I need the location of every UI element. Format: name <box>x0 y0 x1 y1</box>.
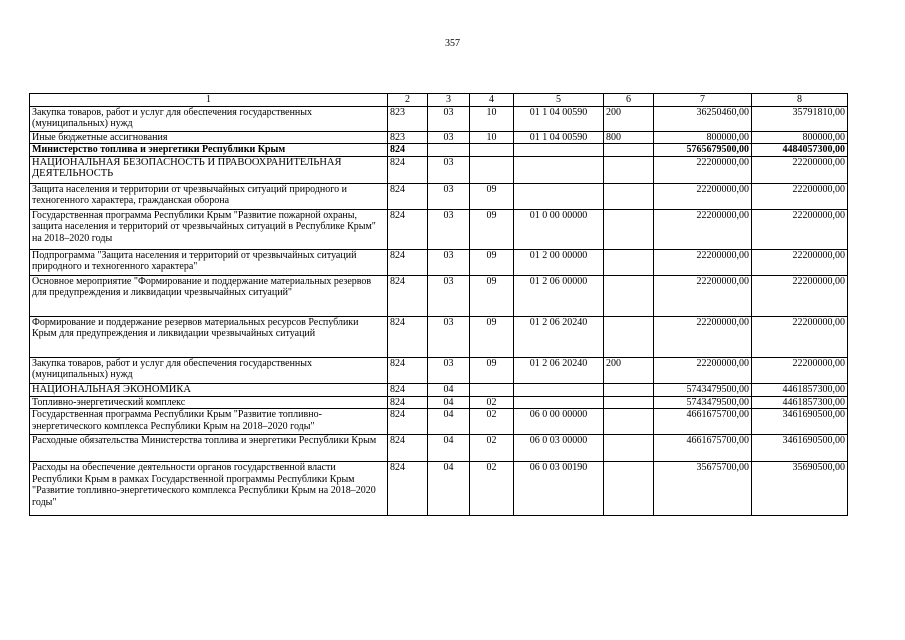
table-row <box>30 383 848 396</box>
cell-ministry-code: 824 <box>388 435 428 462</box>
header-row <box>30 94 848 107</box>
cell-subsection: 10 <box>470 131 514 144</box>
header-cell: 6 <box>604 94 654 107</box>
table-row <box>30 131 848 144</box>
cell-section <box>428 144 470 157</box>
cell-name: Государственная программа Республики Крым "Развитие пожарной охраны, защита населения и территорий от чрезвычайных ситуаций в Республике Крым" на 2018–2020 годы <box>30 209 388 249</box>
cell-section: 03 <box>428 357 470 383</box>
cell-name: НАЦИОНАЛЬНАЯ БЕЗОПАСНОСТЬ И ПРАВООХРАНИТЕЛЬНАЯ ДЕЯТЕЛЬНОСТЬ <box>30 156 388 183</box>
cell-amount-year-1: 22200000,00 <box>654 156 752 183</box>
cell-expense-type <box>604 275 654 316</box>
header-cell: 2 <box>388 94 428 107</box>
cell-amount-year-1: 800000,00 <box>654 131 752 144</box>
cell-name: Закупка товаров, работ и услуг для обеспечения государственных (муниципальных) нужд <box>30 357 388 383</box>
cell-target-article <box>514 156 604 183</box>
cell-subsection: 09 <box>470 183 514 209</box>
table-row <box>30 316 848 357</box>
cell-section: 03 <box>428 209 470 249</box>
cell-section: 03 <box>428 106 470 131</box>
cell-subsection: 02 <box>470 396 514 409</box>
cell-expense-type: 200 <box>604 357 654 383</box>
cell-amount-year-2: 4461857300,00 <box>752 383 848 396</box>
cell-amount-year-1: 5743479500,00 <box>654 396 752 409</box>
cell-ministry-code: 824 <box>388 275 428 316</box>
cell-target-article <box>514 144 604 157</box>
cell-ministry-code: 823 <box>388 131 428 144</box>
table-row <box>30 144 848 157</box>
table-row <box>30 357 848 383</box>
cell-subsection: 02 <box>470 462 514 516</box>
cell-subsection: 02 <box>470 435 514 462</box>
cell-amount-year-1: 22200000,00 <box>654 209 752 249</box>
cell-target-article: 06 0 03 00190 <box>514 462 604 516</box>
cell-ministry-code: 824 <box>388 183 428 209</box>
cell-amount-year-2: 22200000,00 <box>752 275 848 316</box>
cell-amount-year-1: 22200000,00 <box>654 183 752 209</box>
cell-ministry-code: 824 <box>388 156 428 183</box>
cell-subsection: 10 <box>470 106 514 131</box>
cell-amount-year-2: 22200000,00 <box>752 183 848 209</box>
cell-name: Государственная программа Республики Крым "Развитие топливно-энергетического комплекса Республики Крым на 2018–2020 годы" <box>30 409 388 435</box>
table-row <box>30 156 848 183</box>
cell-section: 03 <box>428 316 470 357</box>
header-cell: 4 <box>470 94 514 107</box>
cell-ministry-code: 824 <box>388 249 428 275</box>
cell-section: 03 <box>428 183 470 209</box>
table-row <box>30 275 848 316</box>
cell-subsection <box>470 383 514 396</box>
cell-amount-year-2: 800000,00 <box>752 131 848 144</box>
cell-ministry-code: 824 <box>388 409 428 435</box>
cell-amount-year-2: 3461690500,00 <box>752 435 848 462</box>
cell-section: 04 <box>428 462 470 516</box>
cell-amount-year-1: 36250460,00 <box>654 106 752 131</box>
cell-ministry-code: 824 <box>388 316 428 357</box>
cell-name: Расходные обязательства Министерства топлива и энергетики Республики Крым <box>30 435 388 462</box>
cell-amount-year-2: 35791810,00 <box>752 106 848 131</box>
budget-table <box>29 93 848 516</box>
cell-expense-type <box>604 435 654 462</box>
cell-amount-year-2: 22200000,00 <box>752 249 848 275</box>
cell-target-article: 01 2 06 20240 <box>514 357 604 383</box>
cell-subsection: 09 <box>470 209 514 249</box>
cell-target-article: 06 0 00 00000 <box>514 409 604 435</box>
cell-amount-year-2: 4461857300,00 <box>752 396 848 409</box>
cell-ministry-code: 824 <box>388 144 428 157</box>
cell-subsection <box>470 156 514 183</box>
cell-subsection: 09 <box>470 316 514 357</box>
cell-subsection: 09 <box>470 357 514 383</box>
cell-expense-type <box>604 183 654 209</box>
cell-amount-year-1: 4661675700,00 <box>654 435 752 462</box>
cell-target-article: 01 1 04 00590 <box>514 131 604 144</box>
cell-section: 04 <box>428 409 470 435</box>
cell-ministry-code: 824 <box>388 357 428 383</box>
cell-expense-type <box>604 383 654 396</box>
cell-ministry-code: 823 <box>388 106 428 131</box>
cell-name: Формирование и поддержание резервов материальных ресурсов Республики Крым для предупреждения и ликвидации чрезвычайных ситуаций <box>30 316 388 357</box>
cell-expense-type <box>604 316 654 357</box>
cell-target-article: 06 0 03 00000 <box>514 435 604 462</box>
cell-section: 04 <box>428 435 470 462</box>
cell-amount-year-2: 22200000,00 <box>752 316 848 357</box>
cell-amount-year-2: 22200000,00 <box>752 156 848 183</box>
cell-amount-year-1: 22200000,00 <box>654 249 752 275</box>
cell-name: Закупка товаров, работ и услуг для обеспечения государственных (муниципальных) нужд <box>30 106 388 131</box>
cell-amount-year-1: 35675700,00 <box>654 462 752 516</box>
cell-section: 03 <box>428 156 470 183</box>
table-row <box>30 183 848 209</box>
cell-amount-year-1: 4661675700,00 <box>654 409 752 435</box>
cell-target-article <box>514 396 604 409</box>
cell-subsection <box>470 144 514 157</box>
cell-expense-type <box>604 462 654 516</box>
header-cell: 8 <box>752 94 848 107</box>
header-cell: 7 <box>654 94 752 107</box>
cell-name: Иные бюджетные ассигнования <box>30 131 388 144</box>
cell-name: Подпрограмма "Защита населения и территорий от чрезвычайных ситуаций природного и техногенного характера" <box>30 249 388 275</box>
table-row <box>30 249 848 275</box>
table-row <box>30 396 848 409</box>
cell-target-article: 01 2 00 00000 <box>514 249 604 275</box>
cell-ministry-code: 824 <box>388 462 428 516</box>
cell-amount-year-1: 5743479500,00 <box>654 383 752 396</box>
cell-subsection: 09 <box>470 249 514 275</box>
table-row <box>30 435 848 462</box>
cell-target-article: 01 1 04 00590 <box>514 106 604 131</box>
cell-target-article: 01 2 06 00000 <box>514 275 604 316</box>
cell-amount-year-1: 22200000,00 <box>654 275 752 316</box>
header-cell: 1 <box>30 94 388 107</box>
page-number: 357 <box>445 38 460 49</box>
cell-amount-year-1: 22200000,00 <box>654 316 752 357</box>
cell-section: 03 <box>428 131 470 144</box>
cell-amount-year-1: 22200000,00 <box>654 357 752 383</box>
cell-target-article: 01 2 06 20240 <box>514 316 604 357</box>
cell-name: Защита населения и территории от чрезвычайных ситуаций природного и техногенного характера, гражданская оборона <box>30 183 388 209</box>
cell-expense-type <box>604 249 654 275</box>
table-row <box>30 106 848 131</box>
table-row <box>30 209 848 249</box>
cell-name: Основное мероприятие "Формирование и поддержание материальных резервов для предупреждения и ликвидации чрезвычайных ситуаций" <box>30 275 388 316</box>
cell-name: Топливно-энергетический комплекс <box>30 396 388 409</box>
cell-amount-year-1: 5765679500,00 <box>654 144 752 157</box>
cell-target-article <box>514 183 604 209</box>
table-row <box>30 409 848 435</box>
cell-target-article <box>514 383 604 396</box>
cell-target-article: 01 0 00 00000 <box>514 209 604 249</box>
cell-expense-type: 200 <box>604 106 654 131</box>
table-row <box>30 462 848 516</box>
cell-expense-type <box>604 144 654 157</box>
cell-subsection: 02 <box>470 409 514 435</box>
cell-name: НАЦИОНАЛЬНАЯ ЭКОНОМИКА <box>30 383 388 396</box>
cell-name: Министерство топлива и энергетики Республики Крым <box>30 144 388 157</box>
cell-expense-type <box>604 409 654 435</box>
cell-ministry-code: 824 <box>388 383 428 396</box>
cell-section: 04 <box>428 383 470 396</box>
header-cell: 3 <box>428 94 470 107</box>
cell-section: 04 <box>428 396 470 409</box>
cell-amount-year-2: 3461690500,00 <box>752 409 848 435</box>
cell-section: 03 <box>428 249 470 275</box>
header-cell: 5 <box>514 94 604 107</box>
cell-section: 03 <box>428 275 470 316</box>
cell-ministry-code: 824 <box>388 209 428 249</box>
cell-amount-year-2: 22200000,00 <box>752 209 848 249</box>
cell-ministry-code: 824 <box>388 396 428 409</box>
cell-subsection: 09 <box>470 275 514 316</box>
cell-amount-year-2: 22200000,00 <box>752 357 848 383</box>
cell-amount-year-2: 35690500,00 <box>752 462 848 516</box>
cell-expense-type <box>604 396 654 409</box>
cell-name: Расходы на обеспечение деятельности органов государственной власти Республики Крым в рамках Государственной программы Республики Крым "Развитие топливно-энергетического комплекса Республики Крым на 2018–2020 годы" <box>30 462 388 516</box>
table-body <box>30 94 848 516</box>
cell-expense-type: 800 <box>604 131 654 144</box>
cell-expense-type <box>604 156 654 183</box>
cell-amount-year-2: 4484057300,00 <box>752 144 848 157</box>
cell-expense-type <box>604 209 654 249</box>
